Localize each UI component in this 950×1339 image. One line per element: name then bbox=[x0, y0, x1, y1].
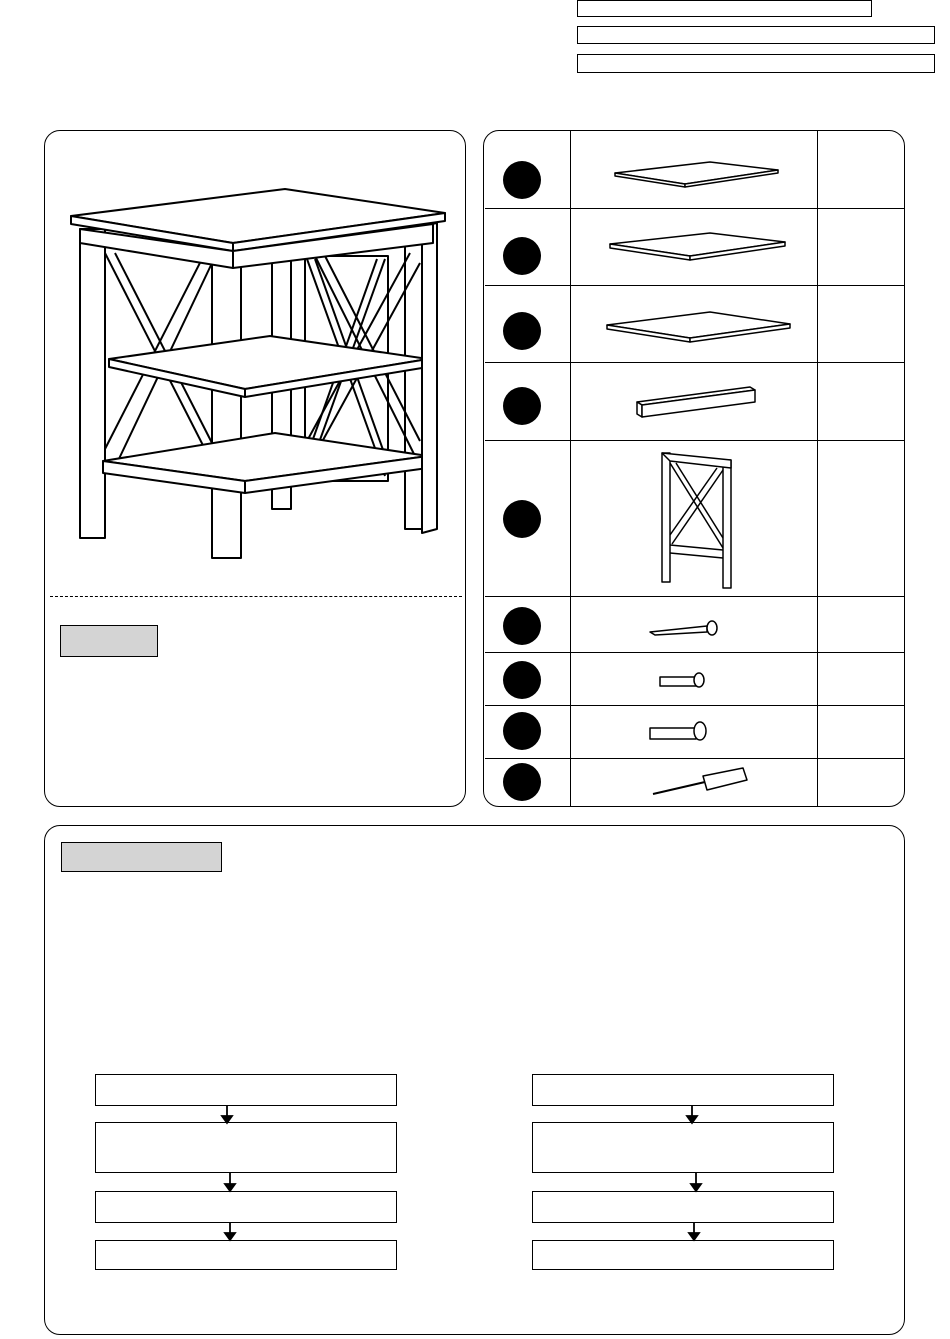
header-field-2 bbox=[577, 26, 935, 44]
header-field-3 bbox=[577, 54, 935, 73]
flow-arrows bbox=[45, 826, 906, 1336]
parts-drawings bbox=[485, 130, 905, 807]
end-table-illustration bbox=[45, 131, 467, 808]
product-label bbox=[60, 625, 158, 657]
steps-panel bbox=[44, 825, 905, 1335]
product-panel bbox=[44, 130, 466, 807]
divider bbox=[50, 596, 462, 597]
header-field-1 bbox=[577, 0, 872, 17]
parts-table bbox=[485, 130, 905, 807]
